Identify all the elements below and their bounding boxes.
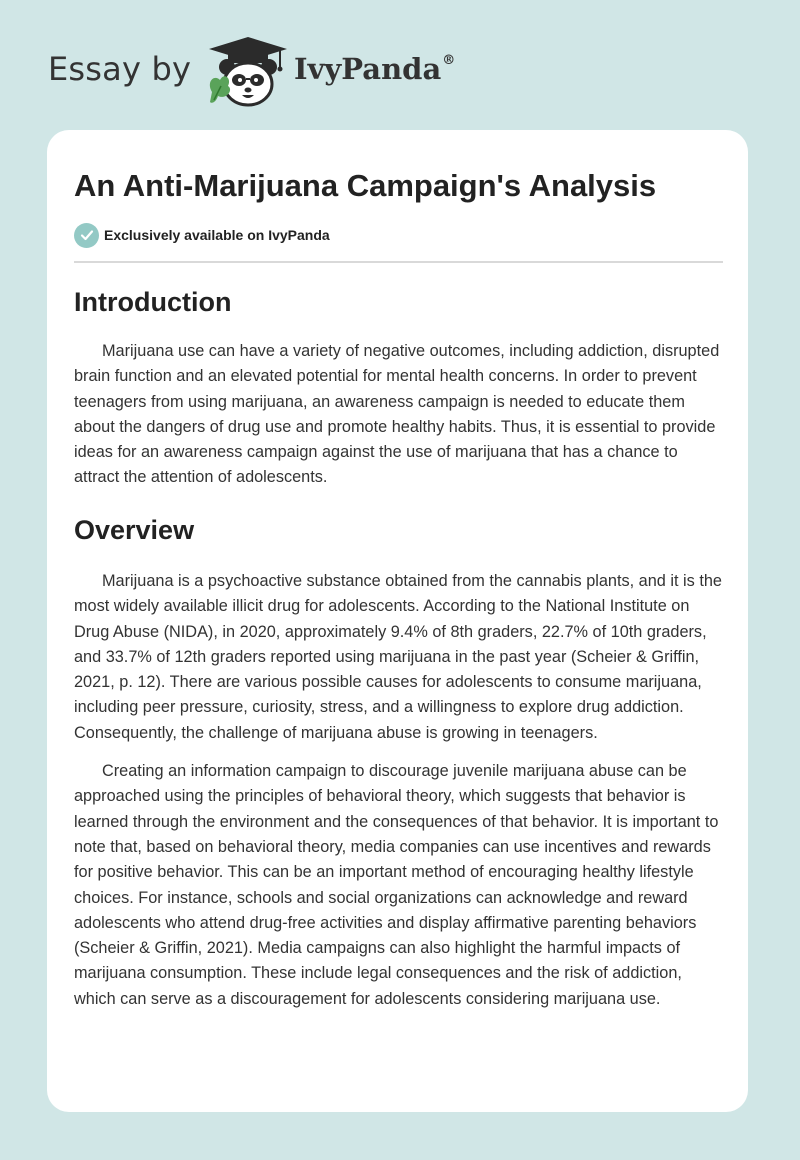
- brand-name: IvyPanda®: [294, 52, 456, 86]
- page-title: An Anti-Marijuana Campaign's Analysis: [74, 168, 657, 203]
- essay-by-label: Essay by: [48, 50, 192, 88]
- registered-mark: ®: [442, 53, 456, 68]
- paragraph: Marijuana is a psychoactive substance obtained from the cannabis plants, and it is the most widely available illicit drug for adolescents. According to the National Institute on Drug Abuse (NIDA), in 2020, approximately 9.4% of 8th graders, 22.7% of 10th graders, and 33.7% of 12th graders reported using marijuana in the past year (Scheier & Griffin, 2021, p. 12). There are various possible causes for adolescents to consume marijuana, including peer pressure, curiosity, stress, and a willingness to explore drug addiction. Consequently, the challenge of marijuana abuse is growing in teenagers.: [74, 572, 722, 742]
- exclusive-badge: [74, 222, 330, 248]
- section-overview: [74, 514, 724, 1012]
- check-circle-icon: [74, 223, 99, 248]
- brand-header[interactable]: [48, 34, 468, 110]
- essay-card: [47, 130, 748, 1112]
- section-introduction: [74, 286, 724, 491]
- section-heading: Overview: [74, 515, 195, 545]
- paragraph: Creating an information campaign to discourage juvenile marijuana abuse can be approached using the principles of behavioral theory, which suggests that behavior is learned through the environment and the consequences of that behavior. It is important to note that, based on behavioral theory, media companies can use incentives and rewards for positive behavior. This can be an important method of encouraging healthy lifestyle choices. For instance, schools and social organizations can acknowledge and reward adolescents who attend drug-free activities and display affirmative parenting behaviors (Scheier & Griffin, 2021). Media campaigns can also highlight the harmful impacts of marijuana consumption. These include legal consequences and the risk of addiction, which can serve as a discouragement for adolescents considering marijuana use.: [74, 762, 719, 1008]
- exclusive-badge-text: Exclusively available on IvyPanda: [104, 227, 330, 243]
- section-heading: Introduction: [74, 287, 232, 317]
- paragraph: Marijuana use can have a variety of negative outcomes, including addiction, disrupted brain function and an elevated potential for mental health concerns. In order to prevent teenagers from using marijuana, an awareness campaign is needed to educate them about the dangers of drug use and promote healthy habits. Thus, it is essential to provide ideas for an awareness campaign against the use of marijuana that has a chance to attract the attention of adolescents.: [74, 342, 720, 487]
- title-divider: [74, 261, 723, 263]
- panda-graduate-icon: [202, 34, 294, 110]
